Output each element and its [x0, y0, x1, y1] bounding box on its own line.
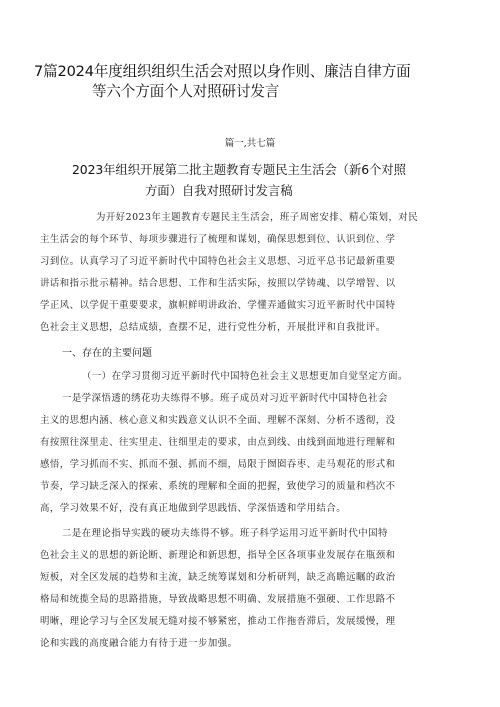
paragraph-2-line: 一是学深悟透的绣花功夫练得不够。班子成员对习近平新时代中国特色社会: [62, 393, 388, 404]
paragraph-1-line: 色社会主义思想，总结成绩，查摆不足，进行党性分析，开展批评和自我批评。: [40, 322, 386, 333]
paragraph-2-line: 感悟，学习抓而不实、抓而不强、抓而不细，局限于囫囵吞枣、走马观花的形式和: [40, 459, 396, 470]
paragraph-1-line: 学正风、以学促干重要要求，旗帜鲜明讲政治、学懂弄通做实习近平新时代中国特: [40, 300, 396, 311]
paragraph-3-line: 二是在理论指导实践的硬功夫练得不够。班子科学运用习近平新时代中国特: [62, 528, 388, 539]
paragraph-1-line: 主生活会的每个环节、每项步骤进行了梳理和谋划，确保思想到位、认识到位、学: [40, 234, 396, 245]
paragraph-3-line: 明晰，理论学习与全区发展无缝对接不够紧密，推动工作拖沓滞后，发展缓慢，理: [40, 616, 396, 627]
paragraph-2-line: 节奏，学习缺乏深入的探索、系统的理解和全面的把握，致使学习的质量和档次不: [40, 481, 396, 492]
paragraph-2-line: 有按照往深里走、往实里走、往细里走的要求，由点到线、由线到面地进行理解和: [40, 437, 396, 448]
paragraph-3-line: 论和实践的高度融合能力有待于进一步加强。: [40, 638, 238, 649]
paragraph-2-line: 主义的思想内涵、核心意义和实践意义认识不全面、理解不深刻、分析不透彻，没: [40, 415, 396, 426]
paragraph-3-line: 短板，对全区发展的趋势和主流，缺乏统筹谋划和分析研判，缺乏高瞻远瞩的政治: [40, 572, 396, 583]
paragraph-1-line: 习到位。认真学习了习近平新时代中国特色社会主义思想、习近平总书记最新重要: [40, 256, 396, 267]
paragraph-3-line: 格局和统揽全局的思路措施，导致战略思想不明确、发展措施不强硬、工作思路不: [40, 594, 396, 605]
section-heading: 一、存在的主要问题: [62, 348, 152, 359]
paragraph-1-line: 为开好2023年主题教育专题民主生活会，班子周密安排、精心策划，对民: [96, 212, 419, 223]
paragraph-3-line: 色社会主义的思想的新论断、新理论和新思想，指导全区各项事业发展存在瓶颈和: [40, 550, 396, 561]
subtitle-line-2: 方面）自我对照研讨发言稿: [145, 183, 293, 198]
document-title-line-1: 7篇2024年度组织组织生活会对照以身作则、廉洁自律方面: [34, 63, 411, 80]
subtitle-line-1: 2023年组织开展第二批主题教育专题民主生活会（新6个对照: [72, 162, 406, 177]
paragraph-2-line: 高，学习效果不好，没有真正地做到学思践悟、学深悟透和学用结合。: [40, 503, 347, 514]
document-title-line-2: 等六个方面个人对照研讨发言: [92, 83, 280, 100]
paragraph-2-line: （一）在学习贯彻习近平新时代中国特色社会主义思想更加自觉坚定方面。: [82, 371, 408, 382]
section-label: 篇一,共七篇: [224, 138, 276, 149]
paragraph-1-line: 讲话和指示批示精神。结合思想、工作和生活实际，按照以学铸魂、以学增智、以: [40, 278, 396, 289]
